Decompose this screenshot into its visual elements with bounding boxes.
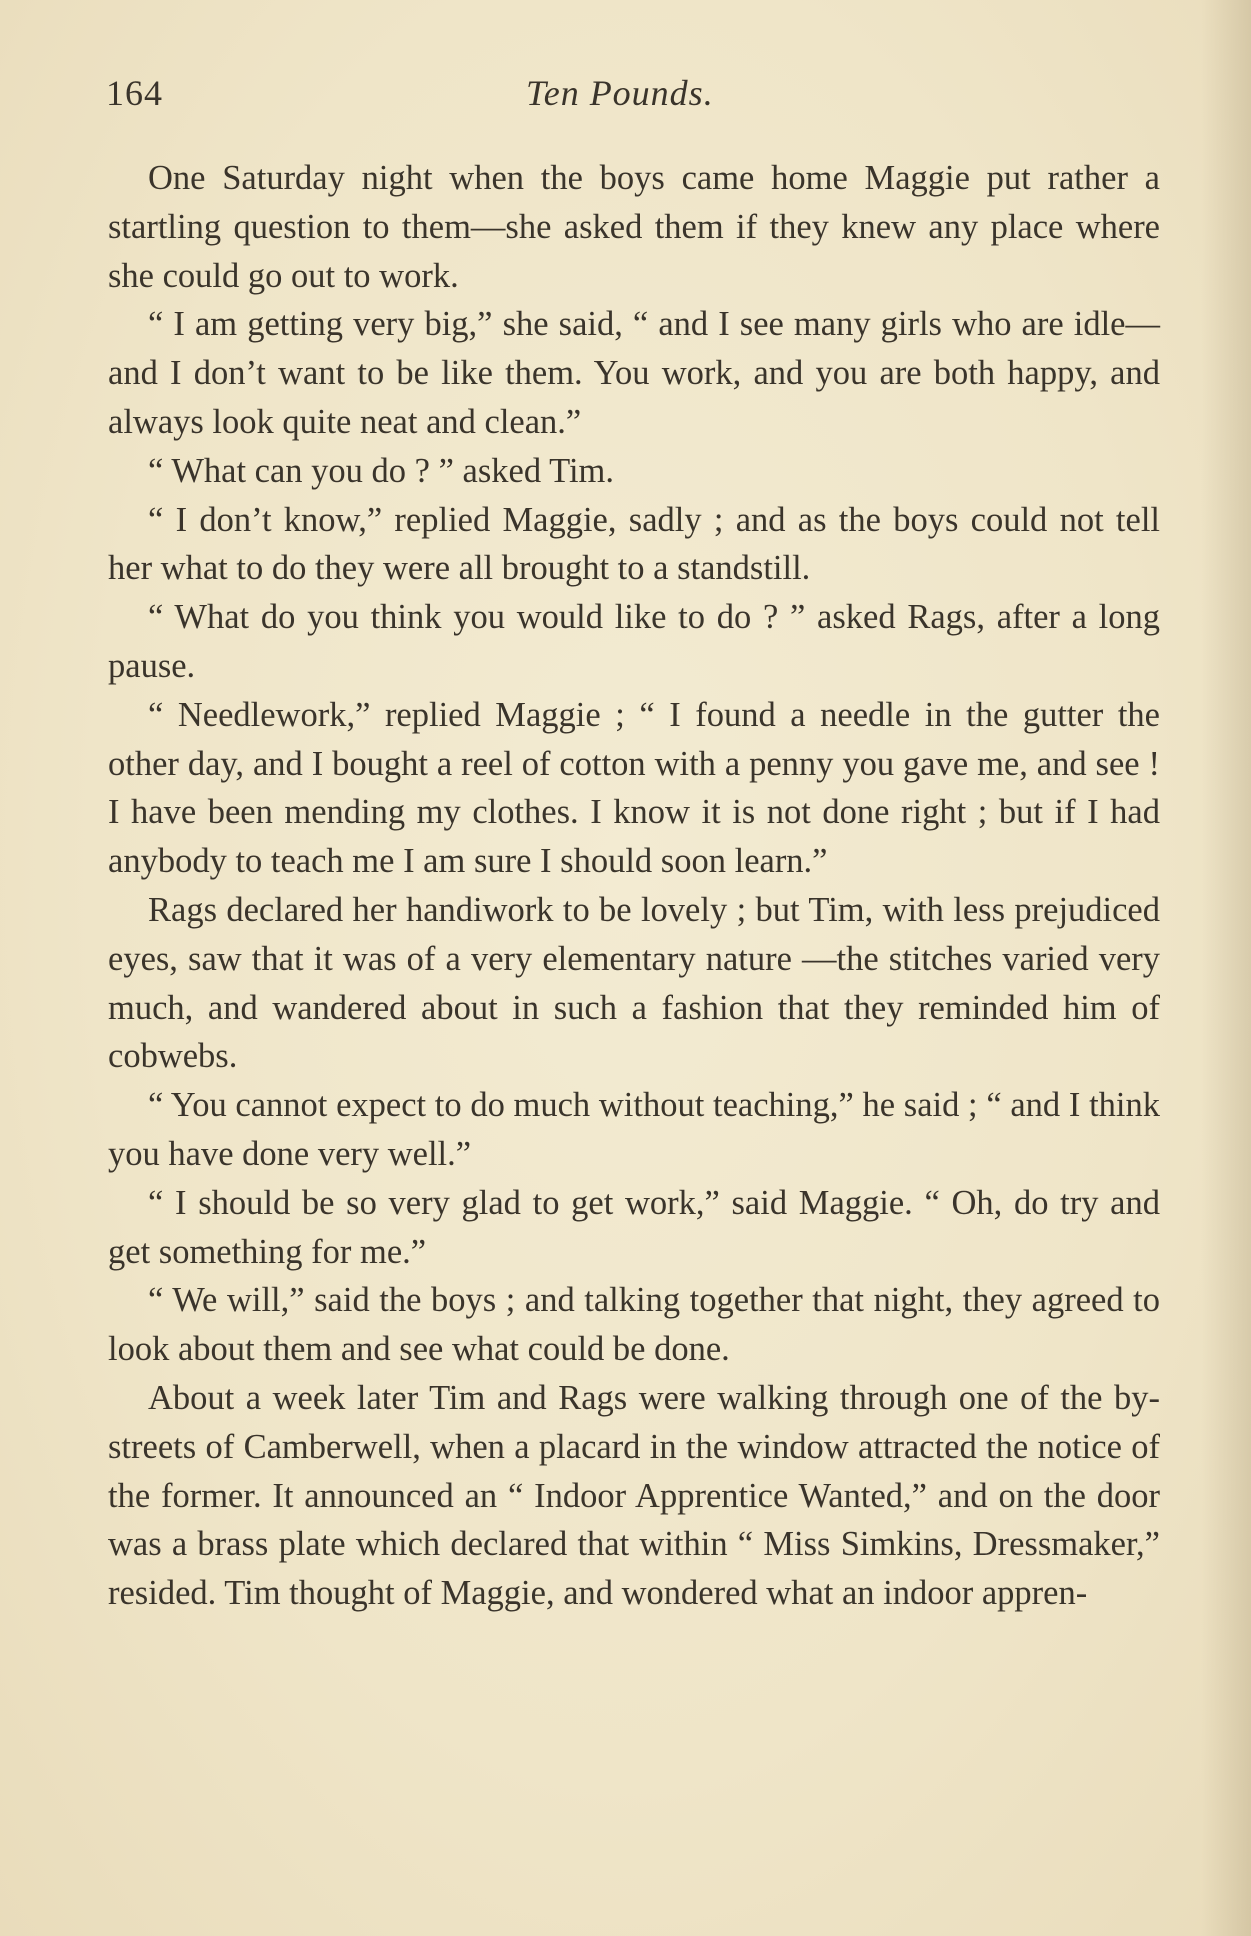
paragraph: Rags declared her handiwork to be lovely ; but Tim, with less prejudiced eyes, saw that it was of a very elementary nature —the stitches varied very much, and wandered about in such a fashion that they reminded him of cobwebs. bbox=[108, 890, 1160, 1076]
paragraph: About a week later Tim and Rags were walking through one of the by-streets of Camberwell, when a placard in the window attracted the notice of the former. It announced an “ Indoor Apprentice Wanted,” and on the door was a brass plate which declared that within “ Miss Simkins, Dressmaker,” resided. Tim thought of Maggie, and wondered what an indoor appren- bbox=[108, 1378, 1160, 1613]
page-number: 164 bbox=[106, 73, 163, 113]
paragraph: “ Needlework,” replied Maggie ; “ I found a needle in the gutter the other day, and I bought a reel of cotton with a penny you gave me, and see ! I have been mending my clothes. I know it is not done right ; but if I had anybody to teach me I am sure I should soon learn.” bbox=[108, 695, 1160, 881]
body-text bbox=[108, 154, 1160, 1618]
paragraph: “ I am getting very big,” she said, “ and I see many girls who are idle—and I don’t want to be like them. You work, and you are both happy, and always look quite neat and clean.” bbox=[108, 305, 1160, 441]
paragraph: “ You cannot expect to do much without teaching,” he said ; “ and I think you have done very well.” bbox=[108, 1086, 1160, 1173]
page-header bbox=[106, 72, 1171, 122]
running-title: Ten Pounds. bbox=[526, 73, 714, 113]
paragraph: “ I should be so very glad to get work,” said Maggie. “ Oh, do try and get something for me.” bbox=[108, 1183, 1160, 1271]
paragraph: “ I don’t know,” replied Maggie, sadly ; and as the boys could not tell her what to do they were all brought to a standstill. bbox=[108, 500, 1160, 588]
paragraph: “ What do you think you would like to do ? ” asked Rags, after a long pause. bbox=[108, 598, 1160, 685]
paragraph: “ What can you do ? ” asked Tim. bbox=[148, 451, 614, 490]
paragraph: “ We will,” said the boys ; and talking together that night, they agreed to look about them and see what could be done. bbox=[108, 1281, 1160, 1369]
paragraph: One Saturday night when the boys came home Maggie put rather a startling question to them—she asked them if they knew any place where she could go out to work. bbox=[108, 159, 1160, 295]
